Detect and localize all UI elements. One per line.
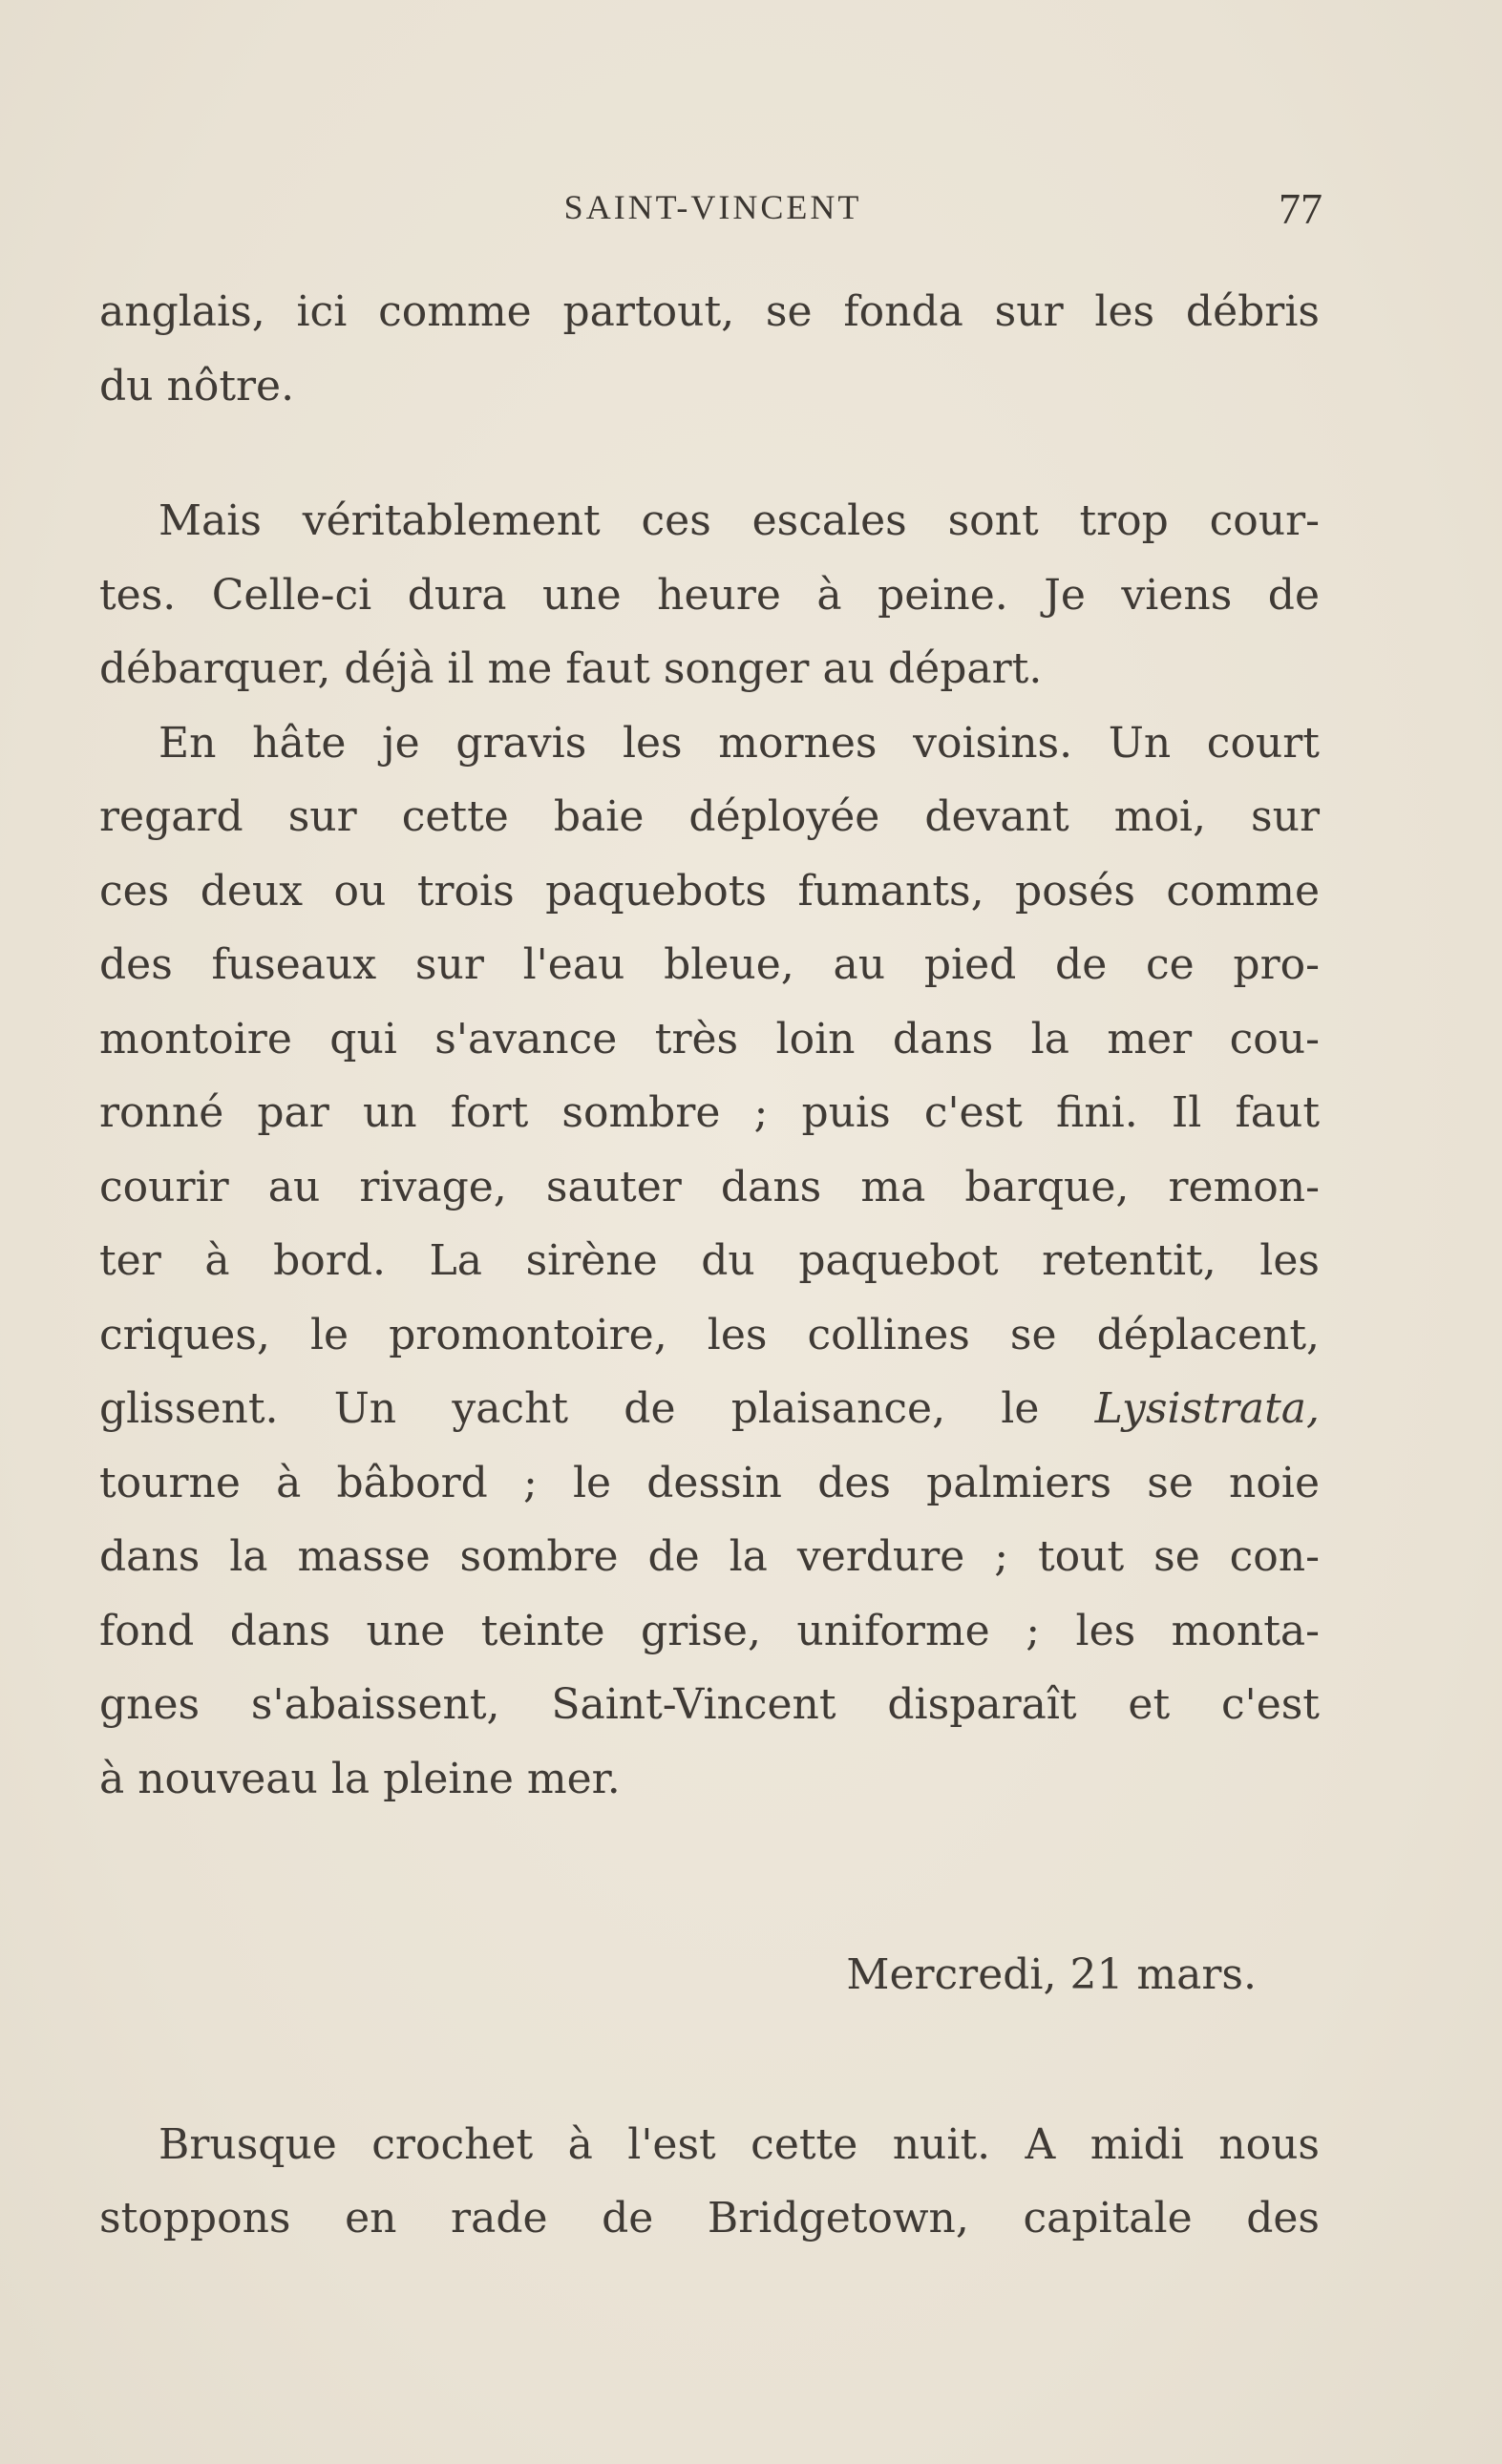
text-line: courir au rivage, sauter dans ma barque, remon- — [99, 1162, 1320, 1211]
text-line: ronné par un fort sombre ; puis c'est fini. Il faut — [99, 1088, 1320, 1137]
text-line-with-italic — [99, 1372, 1320, 1446]
text-line: stoppons en rade de Bridgetown, capitale des — [99, 2194, 1320, 2243]
running-title: SAINT-VINCENT — [563, 188, 862, 226]
text-line: Mais véritablement ces escales sont trop cour- — [159, 496, 1320, 545]
running-head — [0, 184, 1502, 235]
text-line: débarquer, déjà il me faut songer au départ. — [99, 644, 1043, 693]
text-line: ces deux ou trois paquebots fumants, posés comme — [99, 866, 1320, 916]
text-line: criques, le promontoire, les collines se déplacent, — [99, 1310, 1320, 1359]
text-line: En hâte je gravis les mornes voisins. Un court — [159, 718, 1320, 768]
page-number: 77 — [1279, 184, 1322, 233]
text-line: ter à bord. La sirène du paquebot retentit, les — [99, 1236, 1320, 1285]
text-line: dans la masse sombre de la verdure ; tout se con- — [99, 1532, 1320, 1581]
text-line: gnes s'abaissent, Saint-Vincent disparaît et c'est — [99, 1680, 1320, 1729]
text-line: du nôtre. — [99, 361, 295, 411]
dateline: Mercredi, 21 mars. — [846, 1950, 1257, 1999]
paragraph-2 — [99, 484, 1320, 706]
ship-name-italic: Lysistrata, — [1094, 1384, 1320, 1433]
text-line: Brusque crochet à l'est cette nuit. A midi nous — [159, 2119, 1320, 2169]
paragraph-1 — [99, 275, 1320, 423]
text-line: regard sur cette baie déployée devant moi, sur — [99, 792, 1320, 841]
text-line: montoire qui s'avance très loin dans la mer cou- — [99, 1014, 1320, 1064]
paragraph-3 — [99, 706, 1320, 1817]
text-line: anglais, ici comme partout, se fonda sur les débris — [99, 287, 1320, 336]
body-text — [99, 275, 1320, 2256]
text-line: des fuseaux sur l'eau bleue, au pied de ce pro- — [99, 940, 1320, 989]
text-line: tes. Celle-ci dura une heure à peine. Je viens de — [99, 570, 1320, 620]
text-line: à nouveau la pleine mer. — [99, 1754, 621, 1803]
text-line: tourne à bâbord ; le dessin des palmiers se noie — [99, 1458, 1320, 1507]
text-segment: glissent. Un yacht de plaisance, le — [99, 1384, 1095, 1433]
paragraph-4 — [99, 2108, 1320, 2256]
text-line: fond dans une teinte grise, uniforme ; les monta- — [99, 1606, 1320, 1655]
